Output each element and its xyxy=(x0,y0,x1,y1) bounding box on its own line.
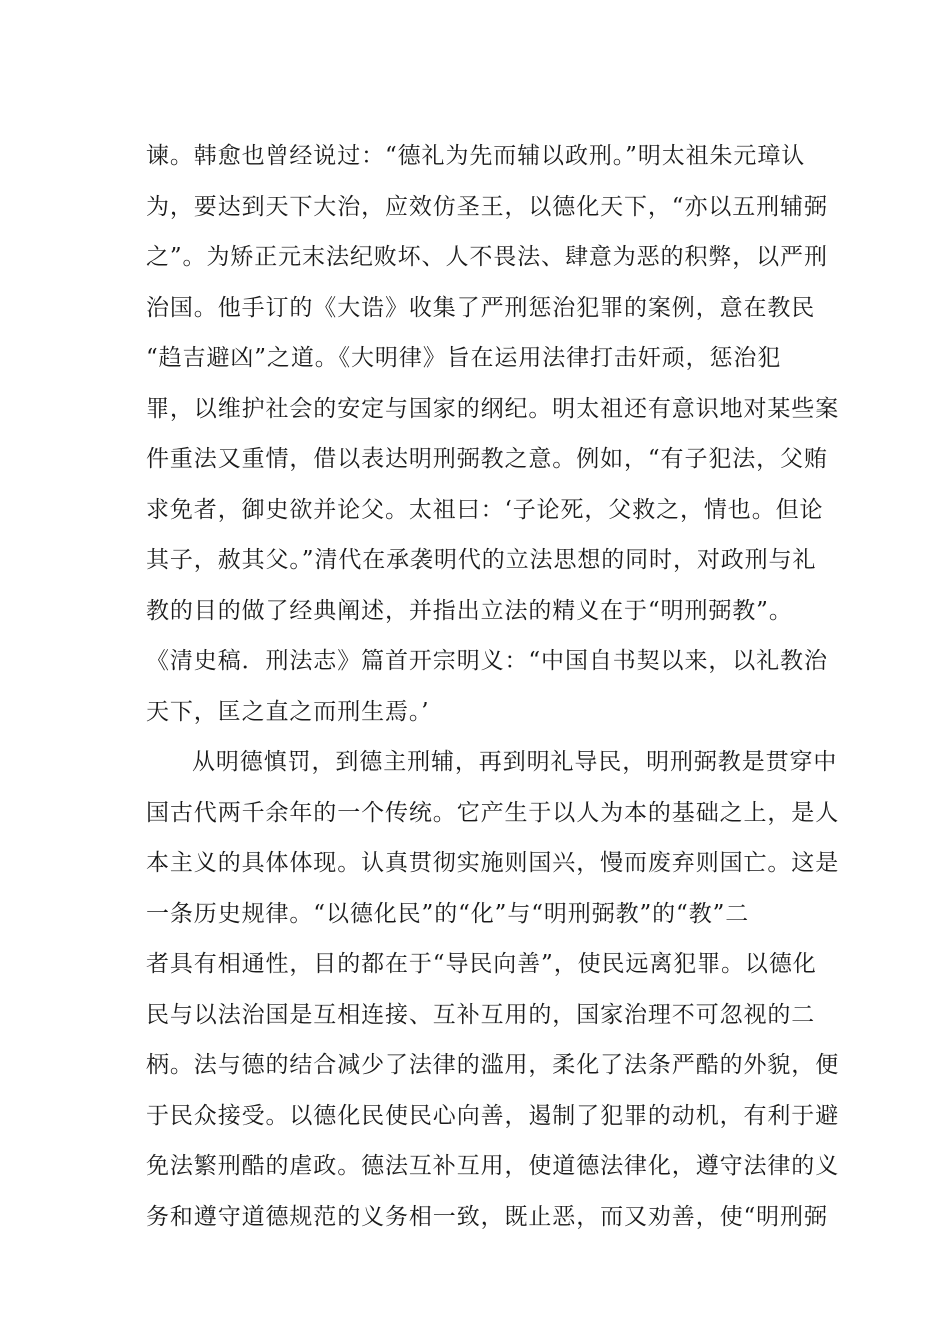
text-line: 求免者，御史欲并论父。太祖曰：‘子论死，父救之，情也。但论 xyxy=(146,496,824,523)
text-line: 务和遵守道德规范的义务相一致，既止恶，而又劝善，使“明刑弼 xyxy=(146,1203,828,1230)
text-line: 柄。法与德的结合减少了法律的滥用，柔化了法条严酷的外貌，便 xyxy=(146,1052,840,1078)
text-line: 谏。韩愈也曾经说过：“德礼为先而辅以政刑。”明太祖朱元璋认 xyxy=(146,143,806,169)
text-line: 民与以法治国是互相连接、互补互用的，国家治理不可忽视的二 xyxy=(146,1001,816,1028)
text-line: 免法繁刑酷的虐政。德法互补互用，使道德法律化，遵守法律的义 xyxy=(146,1153,840,1179)
text-line: 其子，赦其父。”清代在承袭明代的立法思想的同时，对政刑与礼 xyxy=(146,547,817,573)
text-line: 天下，匡之直之而刑生焉。’ xyxy=(146,698,430,725)
document-body xyxy=(146,131,840,1242)
text-line: 从明德慎罚，到德主刑辅，再到明礼导民，明刑弼教是贯穿中 xyxy=(192,749,838,775)
text-line: 罪，以维护社会的安定与国家的纲纪。明太祖还有意识地对某些案 xyxy=(146,395,840,422)
text-line: 者具有相通性，目的都在于“导民向善”，使民远离犯罪。以德化 xyxy=(146,951,817,977)
text-line: 一条历史规律。“以德化民”的“化”与“明刑弼教”的“教”二 xyxy=(146,900,750,927)
text-line: “趋吉避凶”之道。《大明律》旨在运用法律打击奸顽，惩治犯 xyxy=(146,345,782,371)
text-line: 之”。为矫正元末法纪败坏、人不畏法、肆意为恶的积弊，以严刑 xyxy=(146,244,828,270)
text-line: 于民众接受。以德化民使民心向善，遏制了犯罪的动机，有利于避 xyxy=(146,1102,840,1129)
text-line: 为，要达到天下大治，应效仿圣王，以德化天下，“亦以五刑辅弼 xyxy=(146,193,828,220)
text-line: 本主义的具体体现。认真贯彻实施则国兴，慢而废弃则国亡。这是 xyxy=(146,850,840,876)
paragraph-1 xyxy=(146,131,840,737)
paragraph-2 xyxy=(146,737,840,1242)
text-line: 治国。他手订的《大诰》收集了严刑惩治犯罪的案例，意在教民 xyxy=(146,294,816,321)
text-line: 件重法又重情，借以表达明刑弼教之意。例如，“有子犯法，父贿 xyxy=(146,446,828,472)
text-line: 教的目的做了经典阐述，并指出立法的精义在于“明刑弼教”。 xyxy=(146,597,793,624)
text-line: 国古代两千余年的一个传统。它产生于以人为本的基础之上，是人 xyxy=(146,799,840,826)
text-line: 《清史稿．刑法志》篇首开宗明义：“中国自书契以来，以礼教治 xyxy=(146,648,828,674)
